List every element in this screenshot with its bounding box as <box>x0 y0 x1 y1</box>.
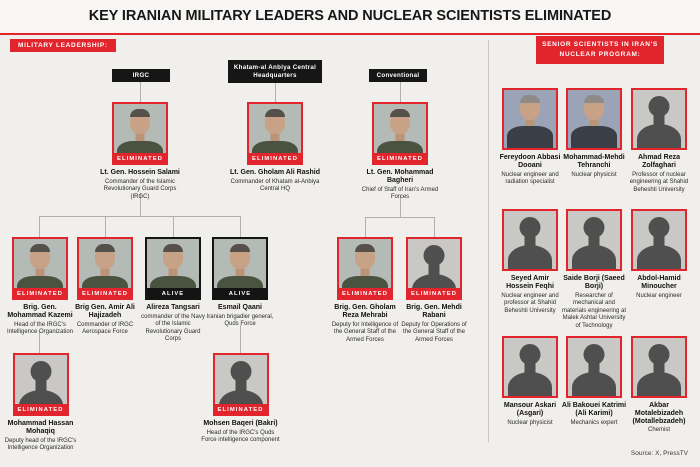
person-role: Chief of Staff of Iran's Armed Forces <box>361 186 439 201</box>
portrait-frame <box>13 353 69 416</box>
status-badge: ELIMINATED <box>13 404 69 416</box>
portrait-silhouette <box>568 211 620 269</box>
connector-line <box>365 217 366 237</box>
connector-line <box>240 325 241 353</box>
person-role: Commander of Khatam al-Anbiya Central HQ <box>230 178 320 193</box>
portrait-frame <box>145 237 201 300</box>
person-role: Iranian brigadier general, Quds Force <box>206 313 274 328</box>
portrait-silhouette <box>633 211 685 269</box>
person-name: Alireza Tangsari <box>146 304 200 311</box>
portrait-silhouette <box>568 338 620 396</box>
connector-line <box>275 83 276 102</box>
portrait-silhouette <box>633 90 685 148</box>
person-role: Commander of IRGC Aerospace Force <box>76 321 134 336</box>
person-card-tehranchi <box>561 88 627 179</box>
status-badge: ELIMINATED <box>372 153 428 165</box>
status-badge: ALIVE <box>145 288 201 300</box>
person-card-rashid <box>229 102 321 194</box>
person-name: Akbar Motalebizadeh (Motallebzadeh) <box>632 402 686 425</box>
source-credit: Source: X, PressTV <box>630 450 688 457</box>
portrait-photo <box>568 90 620 148</box>
person-card-feqhi <box>497 209 563 315</box>
person-card-qaani <box>205 237 275 329</box>
status-badge: ALIVE <box>212 288 268 300</box>
person-card-katrimi <box>561 336 627 427</box>
person-name: Lt. Gen. Mohammad Bagheri <box>366 169 434 184</box>
person-name: Brig. Gen. Gholam Reza Mehrabi <box>334 304 396 319</box>
person-card-baqeri <box>200 353 281 445</box>
status-badge: ELIMINATED <box>77 288 133 300</box>
connector-line <box>240 216 241 237</box>
person-role: Mechanics expert <box>570 419 618 426</box>
person-name: Ahmad Reza Zolfaghari <box>637 154 680 169</box>
person-card-mehrabi <box>330 237 400 344</box>
person-role: Chemist <box>647 427 670 434</box>
person-name: Mohammad-Mehdi Tehranchi <box>563 154 625 169</box>
person-name: Brig. Gen. Mohammad Kazemi <box>7 304 73 319</box>
person-name: Brig Gen. Amir Ali Hajizadeh <box>75 304 135 319</box>
portrait-frame <box>337 237 393 300</box>
person-role: Head of the IRGC's Quds Force intelligence component <box>201 429 280 444</box>
person-name: Mohammad Hassan Mohaqiq <box>7 420 74 435</box>
person-role: Professor of nuclear engineering at Shahid Beheshti University <box>629 171 689 193</box>
status-badge: ELIMINATED <box>337 288 393 300</box>
portrait-photo <box>504 90 556 148</box>
person-card-salami <box>94 102 186 201</box>
person-role: Commander of the Islamic Revolutionary Guard Corps (IRGC) <box>103 178 177 200</box>
portrait-frame <box>502 336 558 398</box>
org-box-irgc: IRGC <box>112 69 170 82</box>
portrait-silhouette <box>504 211 556 269</box>
connector-line <box>140 82 141 102</box>
person-name: Brig. Gen. Mehdi Rabani <box>406 304 462 319</box>
section-divider <box>488 40 489 442</box>
portrait-frame <box>372 102 428 165</box>
person-name: Lt. Gen. Hossein Salami <box>100 169 180 176</box>
person-name: Abdol-Hamid Minoucher <box>637 275 681 290</box>
org-box-khatam: Khatam-al Anbiya Central Headquarters <box>228 60 322 83</box>
military-section-tag: MILITARY LEADERSHIP: <box>10 39 116 52</box>
person-role: Head of the IRGC's Intelligence Organization <box>6 321 74 336</box>
portrait-frame <box>77 237 133 300</box>
connector-line <box>105 216 106 237</box>
portrait-frame <box>566 209 622 271</box>
person-role: Nuclear engineer and professor at Shahid Beheshti University <box>501 292 559 314</box>
portrait-frame <box>12 237 68 300</box>
person-card-askari <box>497 336 563 427</box>
person-role: Nuclear physicist <box>571 171 617 178</box>
connector-line <box>39 216 40 237</box>
header-rule <box>0 33 700 35</box>
portrait-frame <box>566 88 622 150</box>
person-card-motalebizadeh <box>626 336 692 435</box>
person-name: Esmail Qaani <box>218 304 262 311</box>
person-role: Nuclear engineer and radiation specialist <box>501 171 559 186</box>
person-role: commander of the Navy of the Islamic Revolutionary Guard Corps <box>141 313 205 343</box>
person-role: Researcher of mechanical and materials engineering at Malek Ashtar University of Technology <box>561 292 627 329</box>
person-card-rabani <box>399 237 469 344</box>
person-card-bagheri <box>354 102 446 202</box>
connector-line <box>173 216 174 237</box>
person-name: Ali Bakouei Katrimi (Ali Karimi) <box>561 402 627 417</box>
person-card-borji <box>561 209 627 330</box>
portrait-frame <box>406 237 462 300</box>
status-badge: ELIMINATED <box>213 404 269 416</box>
portrait-silhouette <box>633 338 685 396</box>
person-name: Seyed Amir Hossein Feqhi <box>506 275 554 290</box>
connector-line <box>434 217 435 237</box>
person-role: Deputy for Operations of the General Staff of the Armed Forces <box>401 321 467 343</box>
connector-line <box>365 217 435 218</box>
portrait-silhouette <box>504 338 556 396</box>
person-role: Nuclear engineer <box>636 292 682 299</box>
status-badge: ELIMINATED <box>406 288 462 300</box>
status-badge: ELIMINATED <box>12 288 68 300</box>
person-name: Saide Borji (Saeed Borji) <box>563 275 625 290</box>
connector-line <box>39 216 241 217</box>
person-name: Mohsen Baqeri (Bakri) <box>203 420 278 427</box>
person-name: Mansour Askari (Asgari) <box>503 402 557 417</box>
org-box-conventional: Conventional <box>369 69 427 82</box>
person-card-zolfaghari <box>626 88 692 194</box>
status-badge: ELIMINATED <box>112 153 168 165</box>
page-title: KEY IRANIAN MILITARY LEADERS AND NUCLEAR SCIENTISTS ELIMINATED <box>88 8 612 24</box>
portrait-frame <box>631 88 687 150</box>
person-role: Deputy head of the IRGC's Intelligence Organization <box>4 437 77 452</box>
person-card-kazemi <box>5 237 75 337</box>
portrait-frame <box>566 336 622 398</box>
portrait-frame <box>112 102 168 165</box>
portrait-frame <box>212 237 268 300</box>
scientists-section-tag: SENIOR SCIENTISTS IN IRAN'S NUCLEAR PROGRAM: <box>536 36 664 64</box>
person-name: Fereydoon Abbasi Dooani <box>499 154 561 169</box>
person-role: Deputy for Intelligence of the General Staff of the Armed Forces <box>331 321 399 343</box>
person-role: Nuclear physicist <box>507 419 553 426</box>
portrait-frame <box>247 102 303 165</box>
person-card-abbasi <box>497 88 563 187</box>
person-card-minoucher <box>626 209 692 300</box>
person-card-tangsari <box>138 237 208 344</box>
portrait-frame <box>631 209 687 271</box>
portrait-frame <box>213 353 269 416</box>
portrait-frame <box>502 88 558 150</box>
portrait-frame <box>502 209 558 271</box>
portrait-frame <box>631 336 687 398</box>
person-name: Lt. Gen. Gholam Ali Rashid <box>230 169 320 176</box>
person-card-hajizadeh <box>70 237 140 337</box>
person-card-mohaqiq <box>0 353 81 453</box>
status-badge: ELIMINATED <box>247 153 303 165</box>
connector-line <box>400 82 401 102</box>
